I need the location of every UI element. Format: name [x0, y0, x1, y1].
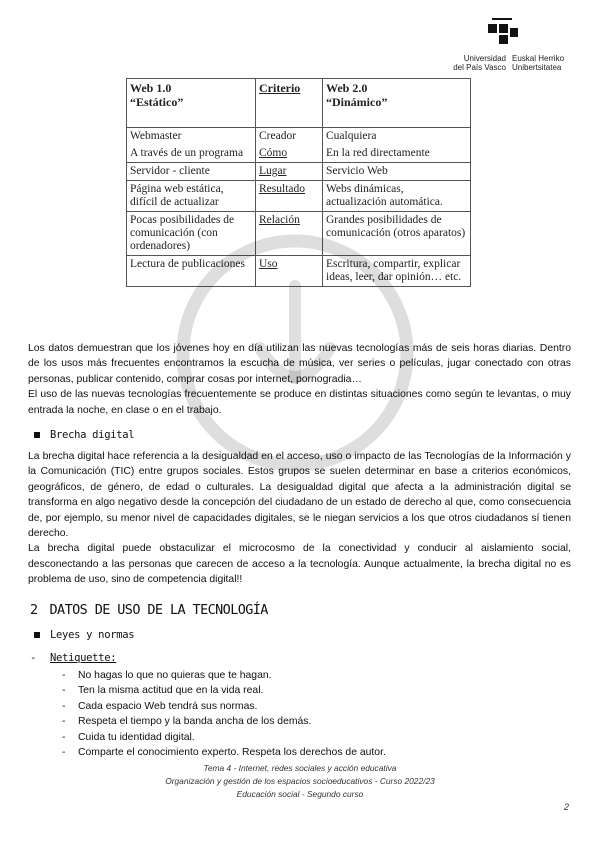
list-item: - Comparte el conocimiento experto. Respeta los derechos de autor.: [62, 745, 386, 760]
list-item: - Respeta el tiempo y la banda ancha de los demás.: [62, 714, 386, 729]
brecha-paragraph: [28, 449, 571, 588]
table-row: [127, 256, 471, 287]
table-cell: A través de un programa: [127, 145, 256, 163]
netiquette-heading: [30, 652, 116, 664]
university-logo: [446, 14, 572, 70]
footer-line: Tema 4 - Internet, redes sociales y acción educativa: [203, 763, 397, 773]
table-cell: Lectura de publicaciones: [127, 256, 256, 287]
brecha-text: La brecha digital hace referencia a la desigualdad en el acceso, uso o impacto de las Tecnologías de la Información y la Comunicación (TIC) entre grupos sociales. Estos grupos se suelen determinar en base a criterios económicos, geográficos, de género, de edad o culturales. La desigualdad digital que afecta a la administración digital se transforma en algo negativo desde la concepción del ciudadano de un estado de derecho al que, como consecuencia de, por ejemplo, su menor nivel de capacidades digitales, se le niegan servicios a los que otros ciudadanos sí tienen derecho.: [28, 451, 571, 540]
table-cell: Uso: [256, 256, 323, 287]
usage-text: Los datos demuestran que los jóvenes hoy en día utilizan las nuevas tecnologías más de seis horas diarias. Dentro de los usos más frecuentes encontramos la escucha de música, ver series o películas, jugar conectado con otras personas, publicar contenido, comprar cosas por internet, pornogradia…: [28, 343, 571, 385]
table-cell: Página web estática, difícil de actualizar: [127, 181, 256, 212]
table-cell: Grandes posibilidades de comunicación (otros aparatos): [323, 212, 471, 256]
logo-text-basque: Euskal Herriko Unibertsitatea: [512, 54, 565, 72]
section-number: 2: [30, 602, 38, 618]
table-cell: Lugar: [256, 163, 323, 181]
list-item: - No hagas lo que no quieras que te hagan.: [62, 668, 386, 683]
page-footer: [0, 762, 600, 801]
list-item: - Cuida tu identidad digital.: [62, 730, 386, 745]
table-cell: Servidor - cliente: [127, 163, 256, 181]
table-cell: Cualquiera: [323, 128, 471, 146]
netiquette-label: Netiquette:: [50, 652, 117, 664]
table-row: [127, 163, 471, 181]
brecha-text-2: La brecha digital puede obstaculizar el microcosmo de la conectividad y conducir al aislamiento social, desconectando a las personas que carecen de acceso a la tecnología. Aunque actualmente, la brecha digital no es problema de uso, sino de competencia digital!!: [28, 543, 571, 586]
page-number: 2: [564, 802, 570, 812]
table-cell: Creador: [256, 128, 323, 146]
section-title: DATOS DE USO DE LA TECNOLOGÍA: [49, 602, 268, 618]
footer-line: Organización y gestión de los espacios socioeducativos - Curso 2022/23: [165, 776, 435, 786]
table-cell: Servicio Web: [323, 163, 471, 181]
table-cell: Cómo: [256, 145, 323, 163]
table-row: [127, 212, 471, 256]
header-web2: Web 2.0 “Dinámico”: [323, 79, 471, 128]
table-cell: Escritura, compartir, explicar ideas, leer, dar opinión… etc.: [323, 256, 471, 287]
header-criterio: Criterio: [256, 79, 323, 128]
leyes-normas-heading: Leyes y normas: [34, 629, 134, 641]
university-emblem-icon: [486, 18, 520, 48]
footer-line: Educación social - Segundo curso: [236, 789, 364, 799]
square-bullet-icon: [34, 432, 40, 438]
section-heading: [30, 602, 268, 618]
square-bullet-icon: [34, 632, 40, 638]
table-cell: En la red directamente: [323, 145, 471, 163]
table-cell: Webs dinámicas, actualización automática.: [323, 181, 471, 212]
usage-text-2: El uso de las nuevas tecnologías frecuentemente se produce en distintas situaciones como según te levantas, o muy entrada la noche, en clase o en el trabajo.: [28, 389, 571, 416]
table-cell: Relación: [256, 212, 323, 256]
brecha-digital-heading: Brecha digital: [34, 429, 134, 441]
header-web1: Web 1.0 “Estático”: [127, 79, 256, 128]
usage-paragraph: [28, 341, 571, 418]
web-comparison-table: [126, 78, 471, 287]
table-cell: Webmaster: [127, 128, 256, 146]
table-row: [127, 128, 471, 146]
table-cell: Resultado: [256, 181, 323, 212]
logo-text-spanish: Universidad del País Vasco: [453, 54, 506, 72]
netiquette-rules-list: [62, 668, 386, 760]
table-row: [127, 181, 471, 212]
list-item: - Ten la misma actitud que en la vida real.: [62, 683, 386, 698]
list-item: - Cada espacio Web tendrá sus normas.: [62, 699, 386, 714]
table-row: [127, 145, 471, 163]
table-header-row: [127, 79, 471, 128]
dash-bullet: -: [30, 652, 37, 664]
table-cell: Pocas posibilidades de comunicación (con ordenadores): [127, 212, 256, 256]
